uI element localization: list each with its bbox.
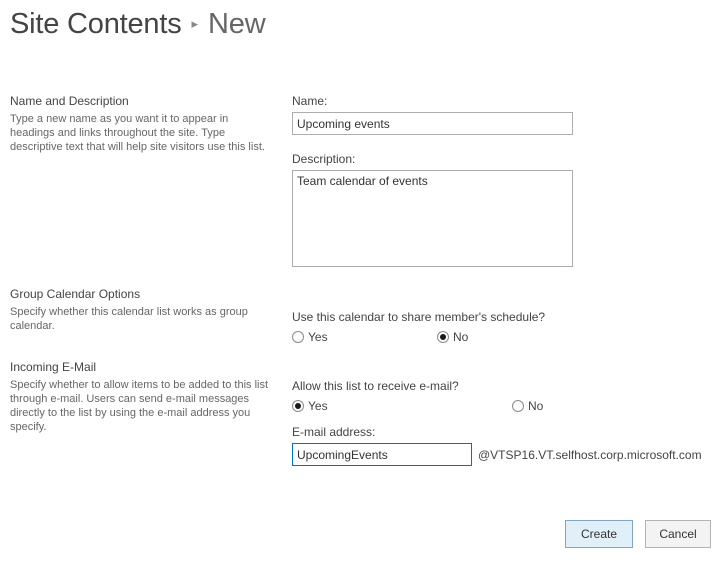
email-address-label: E-mail address: <box>292 425 376 439</box>
incoming-email-radio-group <box>292 399 712 413</box>
breadcrumb <box>10 8 265 41</box>
email-address-input[interactable] <box>292 443 472 466</box>
group-calendar-option-no-label: No <box>453 330 469 344</box>
group-calendar-option-yes[interactable] <box>292 330 437 344</box>
radio-icon-yes[interactable] <box>292 400 304 412</box>
name-input[interactable] <box>292 112 573 135</box>
incoming-email-option-no[interactable] <box>512 399 543 413</box>
new-list-form <box>0 78 719 480</box>
breadcrumb-root-link[interactable]: Site Contents <box>10 8 182 40</box>
section-incoming-email <box>0 360 719 480</box>
section-incoming-email-fields <box>292 379 712 466</box>
section-description: Type a new name as you want it to appear in headings and links throughout the site. Type descriptive text that will help site visitors use this list. <box>10 113 265 153</box>
group-calendar-question: Use this calendar to share member's schedule? <box>292 310 546 324</box>
section-name-and-description-fields <box>292 94 712 270</box>
incoming-email-option-no-label: No <box>528 399 544 413</box>
incoming-email-option-yes-label: Yes <box>308 399 328 413</box>
incoming-email-option-yes[interactable] <box>292 399 512 413</box>
name-field-label: Name: <box>292 94 328 108</box>
group-calendar-option-no[interactable] <box>437 330 468 344</box>
radio-icon-yes[interactable] <box>292 331 304 343</box>
section-group-calendar-info <box>10 287 275 333</box>
section-incoming-email-info <box>10 360 275 434</box>
create-button[interactable]: Create <box>565 520 633 548</box>
section-name-and-description-info <box>10 94 275 154</box>
form-footer <box>0 518 719 570</box>
section-group-calendar-options <box>0 278 719 360</box>
section-title: Incoming E-Mail <box>10 360 97 374</box>
section-title: Group Calendar Options <box>10 287 141 301</box>
section-name-and-description <box>0 78 719 278</box>
email-domain-suffix: @VTSP16.VT.selfhost.corp.microsoft.com <box>478 447 702 462</box>
section-title: Name and Description <box>10 94 129 108</box>
chevron-right-icon: ▸ <box>191 16 199 31</box>
description-textarea[interactable] <box>292 170 573 267</box>
group-calendar-radio-group <box>292 330 712 344</box>
section-description: Specify whether to allow items to be added to this list through e-mail. Users can send e-mail messages directly to the list by using the e-mail address you specify. <box>10 379 269 433</box>
section-description: Specify whether this calendar list works as group calendar. <box>10 306 248 332</box>
incoming-email-question: Allow this list to receive e-mail? <box>292 379 459 393</box>
description-field-label: Description: <box>292 152 356 166</box>
cancel-button[interactable]: Cancel <box>645 520 711 548</box>
radio-icon-no[interactable] <box>512 400 524 412</box>
group-calendar-option-yes-label: Yes <box>308 330 328 344</box>
page-title: New <box>208 8 266 40</box>
section-group-calendar-fields <box>292 310 712 344</box>
email-address-row <box>292 443 712 466</box>
radio-icon-no[interactable] <box>437 331 449 343</box>
